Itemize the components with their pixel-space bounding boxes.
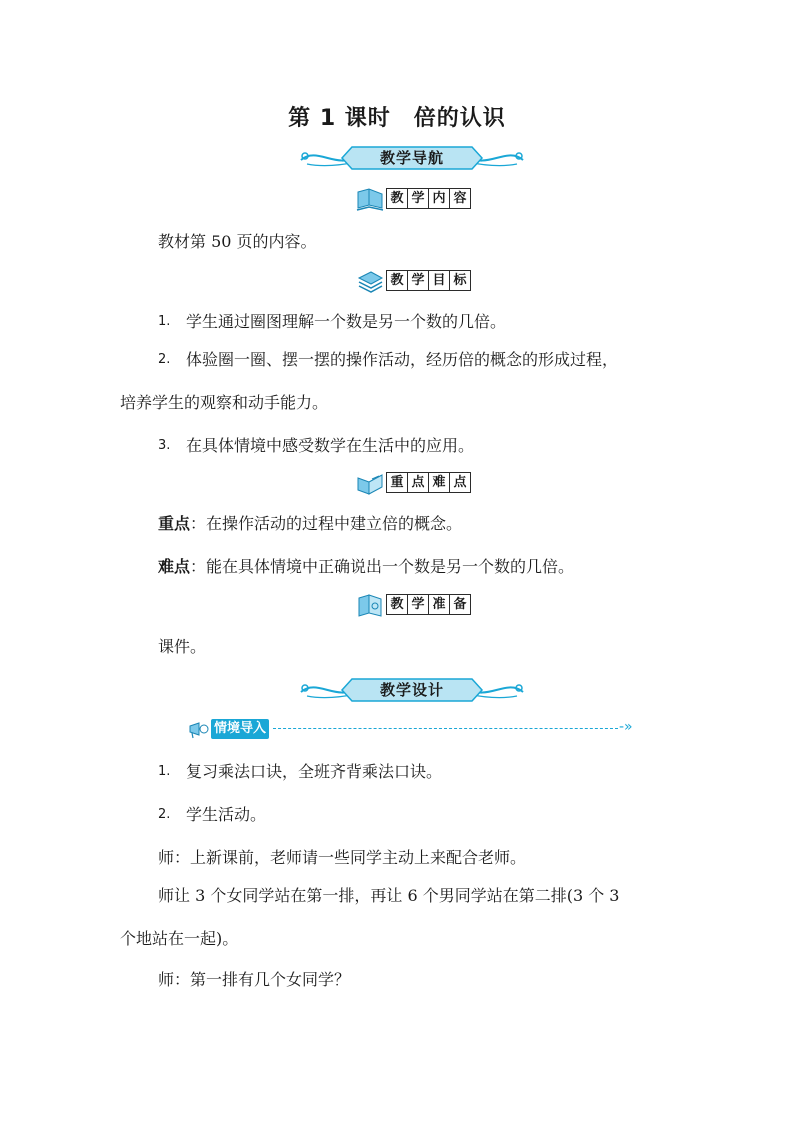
section-tag-label: 情境导入: [211, 719, 269, 739]
goal-text-continued: 培养学生的观察和动手能力。: [120, 393, 329, 412]
key-point-text: ：在操作活动的过程中建立倍的概念。: [190, 514, 463, 533]
dashed-divider: [273, 728, 618, 729]
header-char: 内: [428, 188, 450, 209]
header-char: 标: [449, 270, 471, 291]
goal-number: 2.: [158, 352, 171, 367]
key-point-line: [158, 514, 462, 534]
header-char: 备: [449, 594, 471, 615]
header-char: 学: [407, 594, 429, 615]
books-icon: [355, 592, 385, 618]
goal-text: 在具体情境中感受数学在生活中的应用。: [186, 436, 475, 455]
step-number: 2.: [158, 807, 171, 822]
megaphone-icon: [187, 718, 213, 740]
open-book-icon: [355, 470, 385, 496]
header-teaching-goals: [0, 268, 794, 294]
dialogue-line: 师让 3 个女同学站在第一排，再让 6 个男同学站在第二排(3 个 3: [158, 886, 620, 905]
step-text: 学生活动。: [186, 805, 267, 824]
step-number: 1.: [158, 764, 171, 779]
header-char: 教: [386, 594, 408, 615]
goal-text: 体验圈一圈、摆一摆的操作活动，经历倍的概念的形成过程，: [186, 350, 619, 369]
page-title: 第 1 课时 倍的认识: [288, 106, 506, 131]
difficult-point-line: [158, 557, 574, 577]
header-char: 容: [449, 188, 471, 209]
difficult-point-label: 难点: [158, 557, 191, 576]
header-char: 学: [407, 270, 429, 291]
header-char: 难: [428, 472, 450, 493]
goal-number: 1.: [158, 314, 171, 329]
banner-teaching-guide: [297, 140, 527, 176]
banner-label: 教学设计: [379, 681, 444, 699]
header-char: 学: [407, 188, 429, 209]
header-char: 点: [449, 472, 471, 493]
header-teaching-content: [0, 186, 794, 212]
header-char: 教: [386, 188, 408, 209]
content-text: 教材第 50 页的内容。: [158, 232, 317, 251]
dialogue-line-continued: 个地站在一起)。: [120, 929, 239, 948]
banner-teaching-design: [297, 672, 527, 708]
step-text: 复习乘法口诀，全班齐背乘法口诀。: [186, 762, 443, 781]
key-point-label: 重点: [158, 514, 191, 533]
header-char: 准: [428, 594, 450, 615]
goal-text: 学生通过圈图理解一个数是另一个数的几倍。: [186, 312, 507, 331]
dialogue-line: 师：上新课前，老师请一些同学主动上来配合老师。: [158, 848, 527, 867]
header-char: 教: [386, 270, 408, 291]
difficult-point-text: ：能在具体情境中正确说出一个数是另一个数的几倍。: [190, 557, 575, 576]
header-char: 重: [386, 472, 408, 493]
dialogue-line: 师：第一排有几个女同学？: [158, 970, 351, 989]
prep-text: 课件。: [158, 637, 207, 656]
header-char: 目: [428, 270, 450, 291]
goal-number: 3.: [158, 438, 171, 453]
double-arrow-icon: -»: [619, 719, 633, 735]
header-char: 点: [407, 472, 429, 493]
book-stack-icon: [355, 268, 385, 294]
banner-label: 教学导航: [379, 149, 444, 167]
header-teaching-prep: [0, 592, 794, 618]
header-key-points: [0, 470, 794, 496]
book-icon: [355, 186, 385, 212]
